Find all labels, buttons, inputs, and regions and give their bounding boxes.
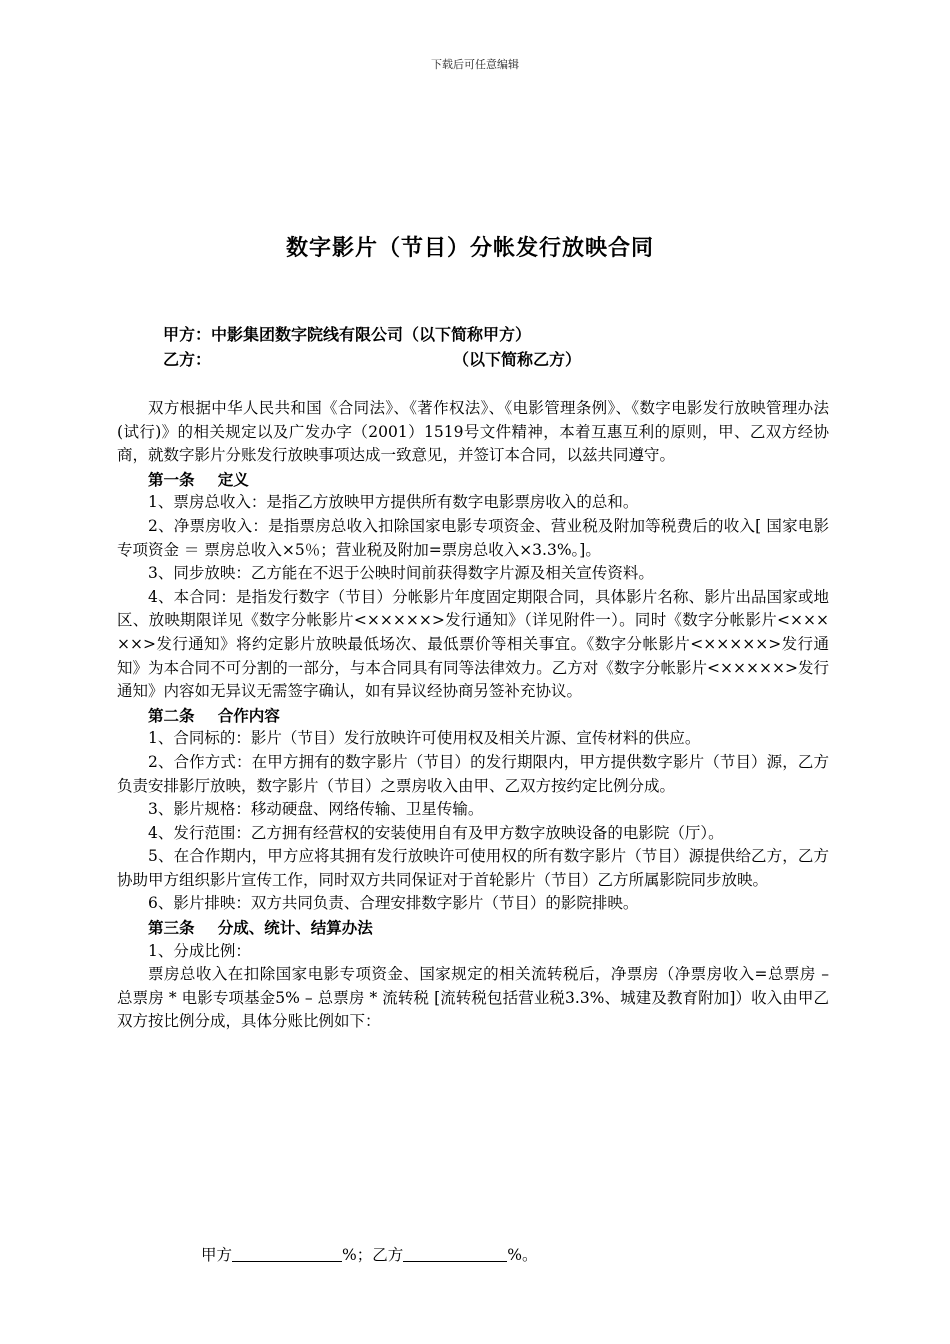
article-3-title: 分成、统计、结算办法 — [217, 918, 373, 938]
party-a-share-blank[interactable] — [232, 1245, 342, 1262]
article-2-heading — [117, 704, 829, 728]
contract-body — [117, 397, 829, 1034]
article-1-item-1: 1、票房总收入：是指乙方放映甲方提供所有数字电影票房收入的总和。 — [148, 493, 639, 512]
party-b-share-blank[interactable] — [403, 1245, 507, 1262]
article-2-item-1: 1、合同标的：影片（节目）发行放映许可使用权及相关片源、宣传材料的供应。 — [148, 729, 701, 748]
party-a-label: 甲方：中影集团数字院线有限公司 — [163, 325, 404, 344]
article-1-title: 定义 — [217, 469, 249, 489]
preamble-paragraph: 双方根据中华人民共和国《合同法》、《著作权法》、《电影管理条例》、《数字电影发行放映管理办法(试行)》的相关规定以及广发办字（2001）1519号文件精神，本着互惠互利的原则，甲、乙双方经协商，就数字影片分账发行放映事项达成一致意见，并签订本合同，以兹共同遵守。 — [117, 399, 829, 465]
article-1-item-4: 4、本合同：是指发行数字（节目）分帐影片年度固定期限合同，具体影片名称、影片出品国家或地区、放映期限详见《数字分帐影片<×××××>发行通知》（详见附件一）。同时《数字分帐影片<×××××>发行通知》将约定影片放映最低场次、最低票价等相关事宜。《数字分帐影片<×××××>发行通知》为本合同不可分割的一部分，与本合同具有同等法律效力。乙方对《数字分帐影片<×××××>发行通知》内容如无异议无需签字确认，如有异议经协商另签补充协议。 — [117, 587, 829, 701]
article-3-item-1: 1、分成比例： — [148, 941, 251, 960]
split-party-a-label: 甲方 — [201, 1246, 233, 1264]
article-2-item-3: 3、影片规格：移动硬盘、网络传输、卫星传输。 — [148, 800, 484, 819]
party-b-label: 乙方： — [163, 350, 212, 369]
article-1-item-3: 3、同步放映：乙方能在不迟于公映时间前获得数字片源及相关宣传资料。 — [148, 564, 654, 583]
article-1-heading — [117, 468, 829, 492]
split-end: %。 — [507, 1246, 538, 1264]
article-2-title: 合作内容 — [217, 705, 280, 725]
page-header-note: 下载后可任意编辑 — [431, 58, 519, 71]
party-b-line — [163, 347, 582, 370]
article-1-number: 第一条 — [148, 469, 195, 489]
party-b-note: （以下简称乙方） — [453, 350, 582, 369]
party-a-note: （以下简称甲方） — [403, 325, 532, 344]
article-2-number: 第二条 — [148, 705, 195, 725]
article-2-item-4: 4、发行范围：乙方拥有经营权的安装使用自有及甲方数字放映设备的电影院（厅）。 — [148, 823, 724, 842]
article-3-item-2: 票房总收入在扣除国家电影专项资金、国家规定的相关流转税后，净票房（净票房收入=总票房 – 总票房 * 电影专项基金5% – 总票房 * 流转税 [流转税包括营业税3.3%、城建及教育附加]）收入由甲乙双方按比例分成，具体分账比例如下： — [117, 965, 829, 1031]
split-party-b-label: %；乙方 — [342, 1246, 404, 1264]
article-2-item-6: 6、影片排映：双方共同负责、合理安排数字影片（节目）的影院排映。 — [148, 894, 639, 913]
article-2-item-5: 5、在合作期内，甲方应将其拥有发行放映许可使用权的所有数字影片（节目）源提供给乙方，乙方协助甲方组织影片宣传工作，同时双方共同保证对于首轮影片（节目）乙方所属影院同步放映。 — [117, 847, 829, 889]
article-1-item-2: 2、净票房收入：是指票房总收入扣除国家电影专项资金、营业税及附加等税费后的收入[ 国家电影专项资金 ＝ 票房总收入×5％；营业税及附加=票房总收入×3.3%。]。 — [117, 516, 829, 559]
split-ratio-line — [201, 1243, 537, 1265]
contract-title: 数字影片（节目）分帐发行放映合同 — [285, 235, 654, 261]
party-a-line — [163, 322, 531, 345]
article-3-heading — [117, 916, 829, 940]
article-2-item-2: 2、合作方式：在甲方拥有的数字影片（节目）的发行期限内，甲方提供数字影片（节目）源，乙方负责安排影厅放映，数字影片（节目）之票房收入由甲、乙双方按约定比例分成。 — [117, 752, 829, 795]
article-3-number: 第三条 — [148, 918, 195, 938]
